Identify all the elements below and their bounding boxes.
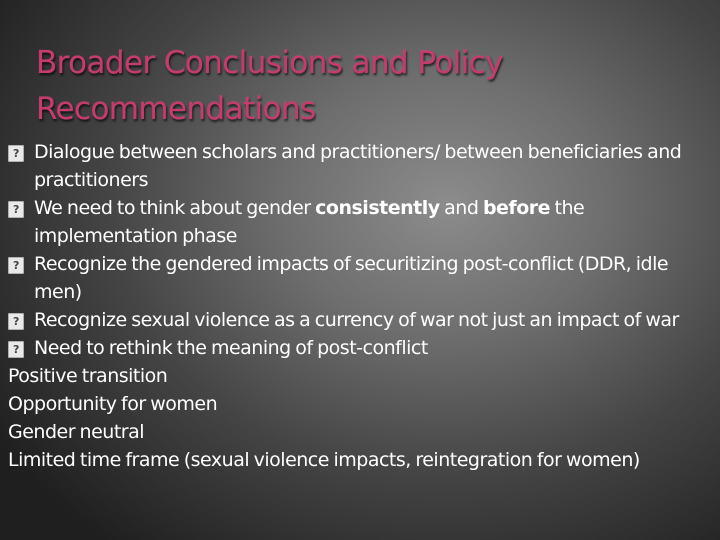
- bullet-text: Recognize the gendered impacts of securitizing post-conflict (DDR, idle men): [34, 253, 669, 303]
- bullet-icon: ?: [8, 257, 24, 274]
- bullet-item-sexual-violence: [8, 306, 708, 334]
- emphasis-consistently: consistently: [315, 197, 440, 219]
- bullet-text-mid: and: [439, 197, 483, 219]
- bullet-item-dialogue: [8, 138, 708, 194]
- slide-body: [8, 138, 708, 474]
- bullet-text-post: the implementation phase: [34, 197, 585, 247]
- bullet-icon: ?: [8, 341, 24, 358]
- emphasis-before: before: [482, 197, 550, 219]
- bullet-text: Need to rethink the meaning of post-conflict: [34, 337, 428, 359]
- bullet-text: Dialogue between scholars and practitioners/ between beneficiaries and practitioners: [34, 141, 682, 191]
- bullet-text: Recognize sexual violence as a currency of war not just an impact of war: [34, 309, 679, 331]
- line-gender-neutral: Gender neutral: [8, 421, 145, 443]
- line-limited-time-frame: Limited time frame (sexual violence impacts, reintegration for women): [8, 449, 640, 471]
- bullet-text-pre: We need to think about gender: [34, 197, 316, 219]
- bullet-item-think-gender: [8, 194, 708, 250]
- bullet-icon: ?: [8, 313, 24, 330]
- bullet-icon: ?: [8, 201, 24, 218]
- bullet-item-rethink: [8, 334, 708, 362]
- bullet-item-securitizing: [8, 250, 708, 306]
- line-positive-transition: Positive transition: [8, 365, 168, 387]
- line-opportunity-for-women: Opportunity for women: [8, 393, 218, 415]
- bullet-icon: ?: [8, 145, 24, 162]
- slide-title: Broader Conclusions and Policy Recommendations: [36, 45, 503, 127]
